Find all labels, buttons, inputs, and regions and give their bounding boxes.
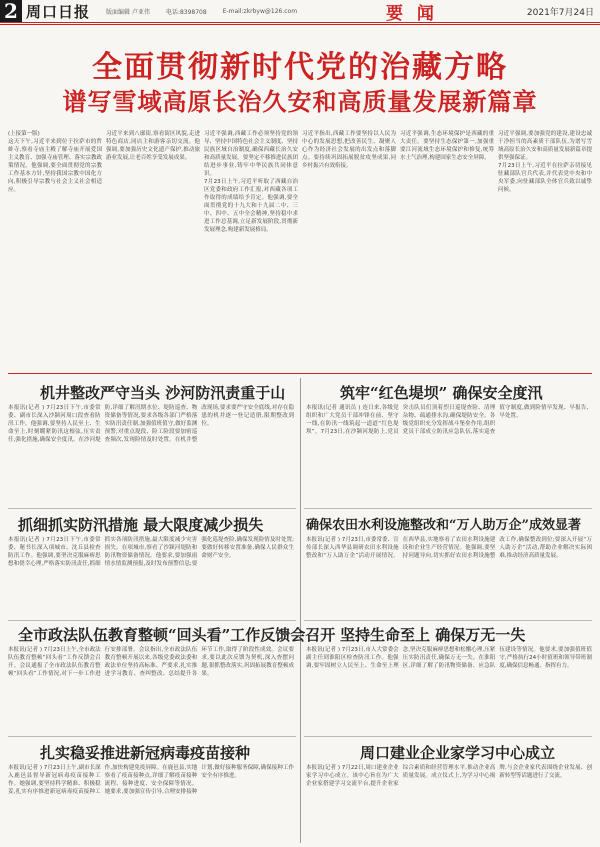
article-2-text: 本报讯(记者 通讯员 ) 连日来,各级党组织和广大党员干部冲锋在前、坚守一线,在防汛一线筑起一道道“红色堤坝”。7月23日,在沙颍河堤防上,党员突击队员们顶着烈日巡堤查险、清理杂物、疏通排水沟,确保堤防安全。各级党组织充分发挥战斗堡垒作用,组织党员干部成立防汛应急队伍,落实巡查值守制度,做到险情早发现、早报告、早处置。 <box>306 405 592 435</box>
article-body-3 <box>8 536 294 616</box>
article-body-1 <box>8 404 294 504</box>
editor: 版面编辑 卢亚伟 <box>106 8 150 16</box>
article-title-3: 抓细抓实防汛措施 最大限度减少损失 <box>18 516 264 534</box>
article-title-5: 全市政法队伍教育整顿“回头看”工作反馈会召开 <box>18 626 336 644</box>
lead-col-1: (上接第一版) 这天下午,习近平来到位于拉萨市的哲蚌寺,察看寺庙主殿了解寺庙开展爱国主义教育、加强寺庙管理、落实宗教政策情况。他强调,要全面贯彻党的宗教工作基本方针,坚持我国宗教中国化方向,积极引导宗教与社会主义社会相适应。 <box>8 131 102 193</box>
lead-title-line1: 全面贯彻新时代党的治藏方略 <box>92 50 508 85</box>
article-body-2 <box>306 404 592 504</box>
divider-e <box>8 736 296 737</box>
article-title-8: 周口建业企业家学习中心成立 <box>360 744 556 762</box>
article-body-7 <box>8 764 294 844</box>
lead-title-line2: 谱写雪域高原长治久安和高质量发展新篇章 <box>62 87 538 116</box>
lead-col-2: 习近平来到八廓街,察看街区风貌,走进特色商店,同店主和游客亲切交流。他强调,要加强历史文化遗产保护,推动旅游业发展,让老百姓享受发展成果。 <box>106 131 200 161</box>
lead-col-6: 习近平强调,要加强党的建设,建设忠诚干净担当的高素质干部队伍,为谱写雪域高原长治久安和高质量发展新篇章提供坚强保证。 7月23日上午,习近平在拉萨亲切接见驻藏部队官兵代表,并代表党中央和中央军委,向驻藏部队全体官兵致以诚挚问候。 <box>498 131 592 193</box>
lead-headline <box>8 52 592 118</box>
article-title-7: 扎实稳妥推进新冠病毒疫苗接种 <box>40 744 251 762</box>
article-title-2: 筑牢“红色堤坝” 确保安全度汛 <box>340 384 543 402</box>
divider-b <box>304 508 592 509</box>
section-title: 要 闻 <box>386 3 438 24</box>
lead-col-4: 习近平指出,西藏工作要坚持以人民为中心的发展思想,把改善民生、凝聚人心作为经济社会发展的出发点和落脚点。要持续巩固拓展脱贫攻坚成果,同乡村振兴有效衔接。 <box>302 131 396 169</box>
article-title-6: 坚持生命至上 确保万无一失 <box>340 626 526 644</box>
article-body-6 <box>306 646 592 732</box>
article-8-text: 本报讯(记者 ) 7月22日,周口建业企业家学习中心成立。该中心旨在为广大企业家搭建学习交流平台,提升企业家综合素质和经营管理水平,推动企业高质量发展。成立仪式上,为学习中心揭牌,与会企业家代表围绕企业发展、创新转型等话题进行了交流。 <box>306 765 592 787</box>
tel: 电话:8398708 <box>165 8 207 16</box>
lead-body <box>8 130 592 370</box>
masthead <box>0 0 600 23</box>
article-3-text: 本报讯(记者 ) 7月23日下午,市委常委、秘书长深入项城市、沈丘县检查防汛工作。他强调,要坚决克服麻痹思想和侥幸心理,严格落实防汛责任,抓细抓实各项防汛措施,最大限度减少灾害损失。在项城市,察看了沙颍河堤防和防汛物资储备情况。他要求,要加强雨情水情监测预报,及时发布预警信息;要强化巡堤查险,确保发现险情及时处置;要做好转移安置准备,确保人民群众生命财产安全。 <box>8 537 294 567</box>
lead-col-3: 习近平强调,西藏工作必须坚持党的领导、坚持中国特色社会主义制度、坚持民族区域自治制度,确保西藏长治久安和高质量发展。要坚定不移推进民族团结进步事业,铸牢中华民族共同体意识。 7月23日上午,习近平听取了西藏自治区党委和政府工作汇报,对西藏各项工作取得的成绩给予肯定。他强调,要全面贯彻党的十九大和十九届二中、三中、四中、五中全会精神,坚持稳中求进工作总基调,立足新发展阶段,贯彻新发展理念,构建新发展格局。 <box>204 131 298 233</box>
divider-c <box>8 620 296 621</box>
article-7-text: 本报讯(记者 ) 7月23日上午,副市长深入鹿邑县督导新冠病毒疫苗接种工作。她强调,要坚持科学精准、积极稳妥,扎实有序推进新冠病毒疫苗接种工作,加快构建免疫屏障。在鹿邑县,实地察看了疫苗接种点,详细了解疫苗接种流程、接种进度、安全保障等情况。她要求,要加强宣传引导,合理安排接种计划,做好接种服务保障,确保接种工作安全有序推进。 <box>8 765 294 795</box>
article-1-text: 本报讯(记者 ) 7月23日下午,市委常委、副市长深入沙颍河周口段查看防汛工作。他强调,要坚持人民至上、生命至上,时刻绷紧防汛这根弦,压实责任,强化措施,确保安全度汛。在沙河堤防,详细了解汛期水位、堤防巡查、物资储备等情况,要求各级各部门严格落实防汛责任制,加强值班值守,做好监测预警,对重点堤段、险工险段要加密巡查频次,发现险情及时处置。在机井整改现场,要求要严守安全底线,对存在隐患的机井逐一登记造册,限期整改到位。 <box>8 405 294 443</box>
article-5-text: 本报讯(记者 ) 7月23日上午,全市政法队伍教育整顿“回头看”工作反馈会召开。会议通报了全市政法队伍教育整顿“回头看”工作情况,对下一步工作进行安排部署。会议指出,全市政法队伍教育整顿开展以来,各级党委政法委和政法单位坚持高标准、严要求,扎实推进学习教育、查纠整改、总结提升各环节工作,取得了阶段性成效。会议要求,要以此次反馈为契机,深入查摆问题,狠抓整改落实,巩固拓展教育整顿成果。 <box>8 647 294 677</box>
article-4-text: 本报讯(记者 ) 7月23日,市委常委、宣传部长深入西华县调研农田水利设施整改和“万人助万企”活动开展情况。在西华县,实地察看了农田水利设施建设和企业生产经营情况。他强调,要坚持问题导向,切实抓好农田水利设施整改工作,确保整改到位;要深入开展“万人助万企”活动,帮助企业解决实际困难,推动经济高质量发展。 <box>306 537 592 559</box>
divider-d <box>304 620 592 621</box>
divider-f <box>304 736 592 737</box>
article-body-5 <box>8 646 294 732</box>
section-divider <box>8 373 592 374</box>
article-title-1: 机井整改严守当头 沙河防汛责重于山 <box>40 384 286 402</box>
email: E-mail:zkrbyw@126.com <box>222 7 298 15</box>
paper-name: 周口日报 <box>26 2 91 21</box>
page-number: 2 <box>0 0 22 22</box>
lead-col-5: 习近平强调,生态环境保护是西藏的重大责任。要坚持生态保护第一,加强重要江河流域生态环境保护和修复,统筹水土气治理,构建国家生态安全屏障。 <box>400 131 494 161</box>
issue-date: 2021年7月24日 <box>526 7 594 18</box>
masthead-rule <box>0 24 600 25</box>
article-body-4 <box>306 536 592 616</box>
column-divider <box>300 378 301 843</box>
article-title-4: 确保农田水利设施整改和“万人助万企”成效显著 <box>306 518 581 533</box>
divider-a <box>8 508 296 509</box>
article-body-8 <box>306 764 592 844</box>
article-6-text: 本报讯(记者 ) 7月23日,市人大常委会副主任到淮阳区检查防汛工作。他强调,要牢固树立人民至上、生命至上理念,坚决克服麻痹思想和松懈心理,压紧压实防汛责任,确保万无一失。在淮阳区,详细了解了防汛物资储备、应急队伍建设等情况。他要求,要加强值班值守,严格执行24小时值班和领导带班制度,确保信息畅通、指挥有力。 <box>306 647 592 669</box>
